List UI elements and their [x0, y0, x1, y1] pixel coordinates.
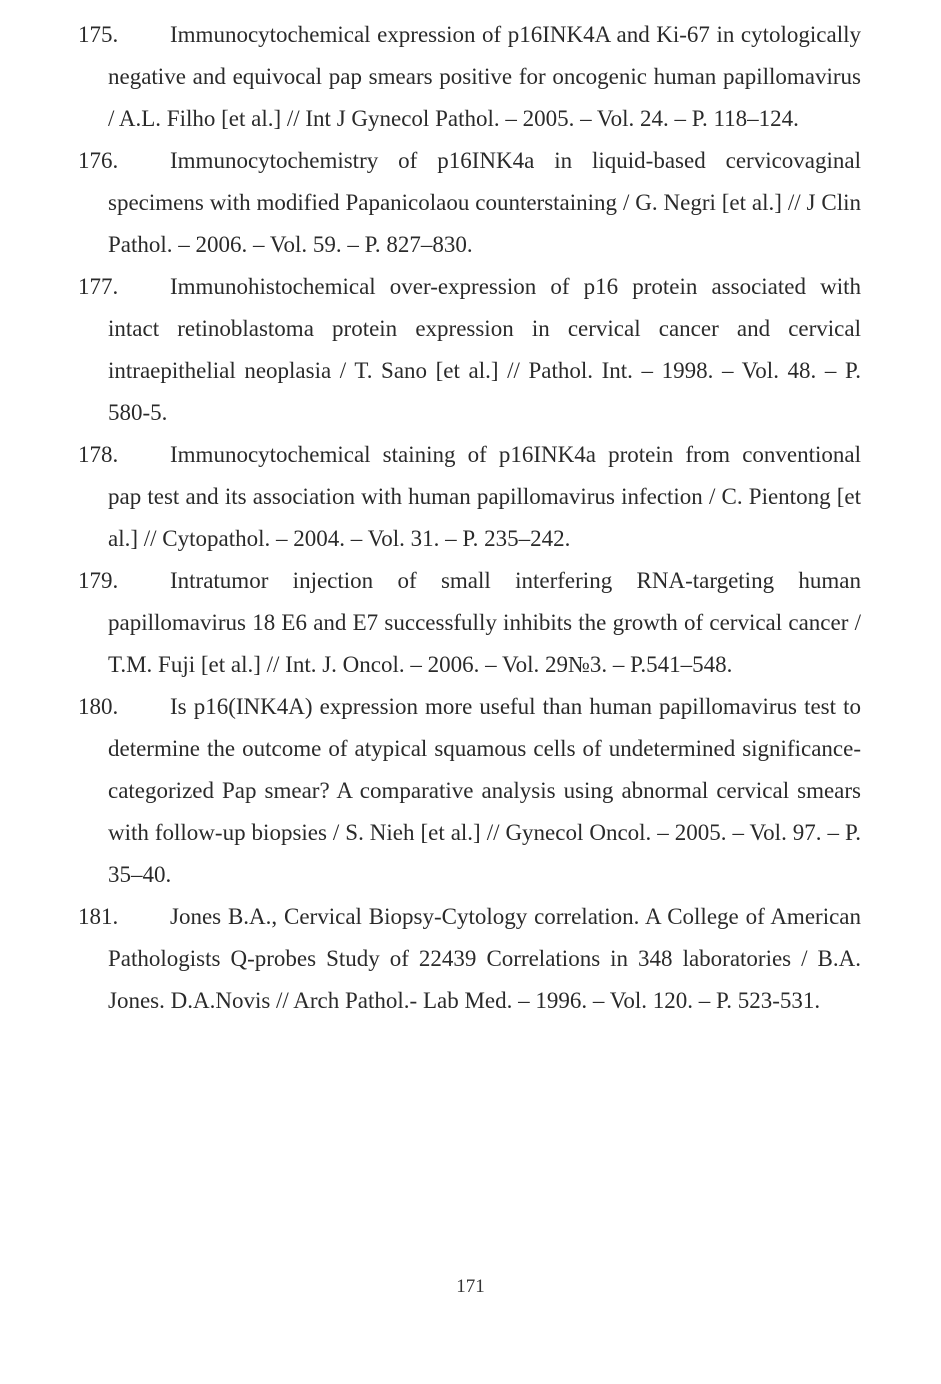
reference-item: [78, 434, 861, 560]
reference-item: [78, 686, 861, 896]
reference-number: 179.: [78, 568, 119, 593]
reference-number: 176.: [78, 148, 119, 173]
reference-text: Immunohistochemical over-expression of p16 protein associated with intact retinoblastoma protein expression in cervical cancer and cervical intraepithelial neoplasia / T. Sano [et al.] // Pathol. Int. – 1998. – Vol. 48. – P. 580-5.: [108, 274, 861, 425]
page-number: 171: [456, 1276, 485, 1297]
reference-number: 180.: [78, 694, 119, 719]
reference-text: Intratumor injection of small interfering RNA-targeting human papillomavirus 18 E6 and E7 successfully inhibits the growth of cervical cancer / T.M. Fuji [et al.] // Int. J. Oncol. – 2006. – Vol. 29№3. – P.541–548.: [108, 568, 861, 677]
reference-text: Jones B.A., Cervical Biopsy-Cytology correlation. A College of American Pathologists Q-probes Study of 22439 Correlations in 348 laboratories / B.A. Jones. D.A.Novis // Arch Pathol.- Lab Med. – 1996. – Vol. 120. – P. 523-531.: [108, 904, 861, 1013]
reference-item: [78, 14, 861, 140]
reference-item: [78, 896, 861, 1022]
reference-number: 181.: [78, 904, 119, 929]
reference-number: 175.: [78, 22, 119, 47]
reference-text: Immunocytochemical staining of p16INK4a protein from conventional pap test and its association with human papillomavirus infection / C. Pientong [et al.] // Cytopathol. – 2004. – Vol. 31. – P. 235–242.: [108, 442, 861, 551]
reference-item: [78, 266, 861, 434]
reference-text: Immunocytochemical expression of p16INK4A and Ki-67 in cytologically negative and equivocal pap smears positive for oncogenic human papillomavirus / A.L. Filho [et al.] // Int J Gynecol Pathol. – 2005. – Vol. 24. – P. 118–124.: [108, 22, 861, 131]
reference-item: [78, 560, 861, 686]
reference-list: [0, 14, 941, 1022]
reference-number: 178.: [78, 442, 119, 467]
reference-item: [78, 140, 861, 266]
reference-text: Immunocytochemistry of p16INK4a in liquid-based cervicovaginal specimens with modified Papanicolaou counterstaining / G. Negri [et al.] // J Clin Pathol. – 2006. – Vol. 59. – P. 827–830.: [108, 148, 861, 257]
reference-number: 177.: [78, 274, 119, 299]
reference-text: Is p16(INK4A) expression more useful than human papillomavirus test to determine the outcome of atypical squamous cells of undetermined significance-categorized Pap smear? A comparative analysis using abnormal cervical smears with follow-up biopsies / S. Nieh [et al.] // Gynecol Oncol. – 2005. – Vol. 97. – P. 35–40.: [108, 694, 861, 887]
